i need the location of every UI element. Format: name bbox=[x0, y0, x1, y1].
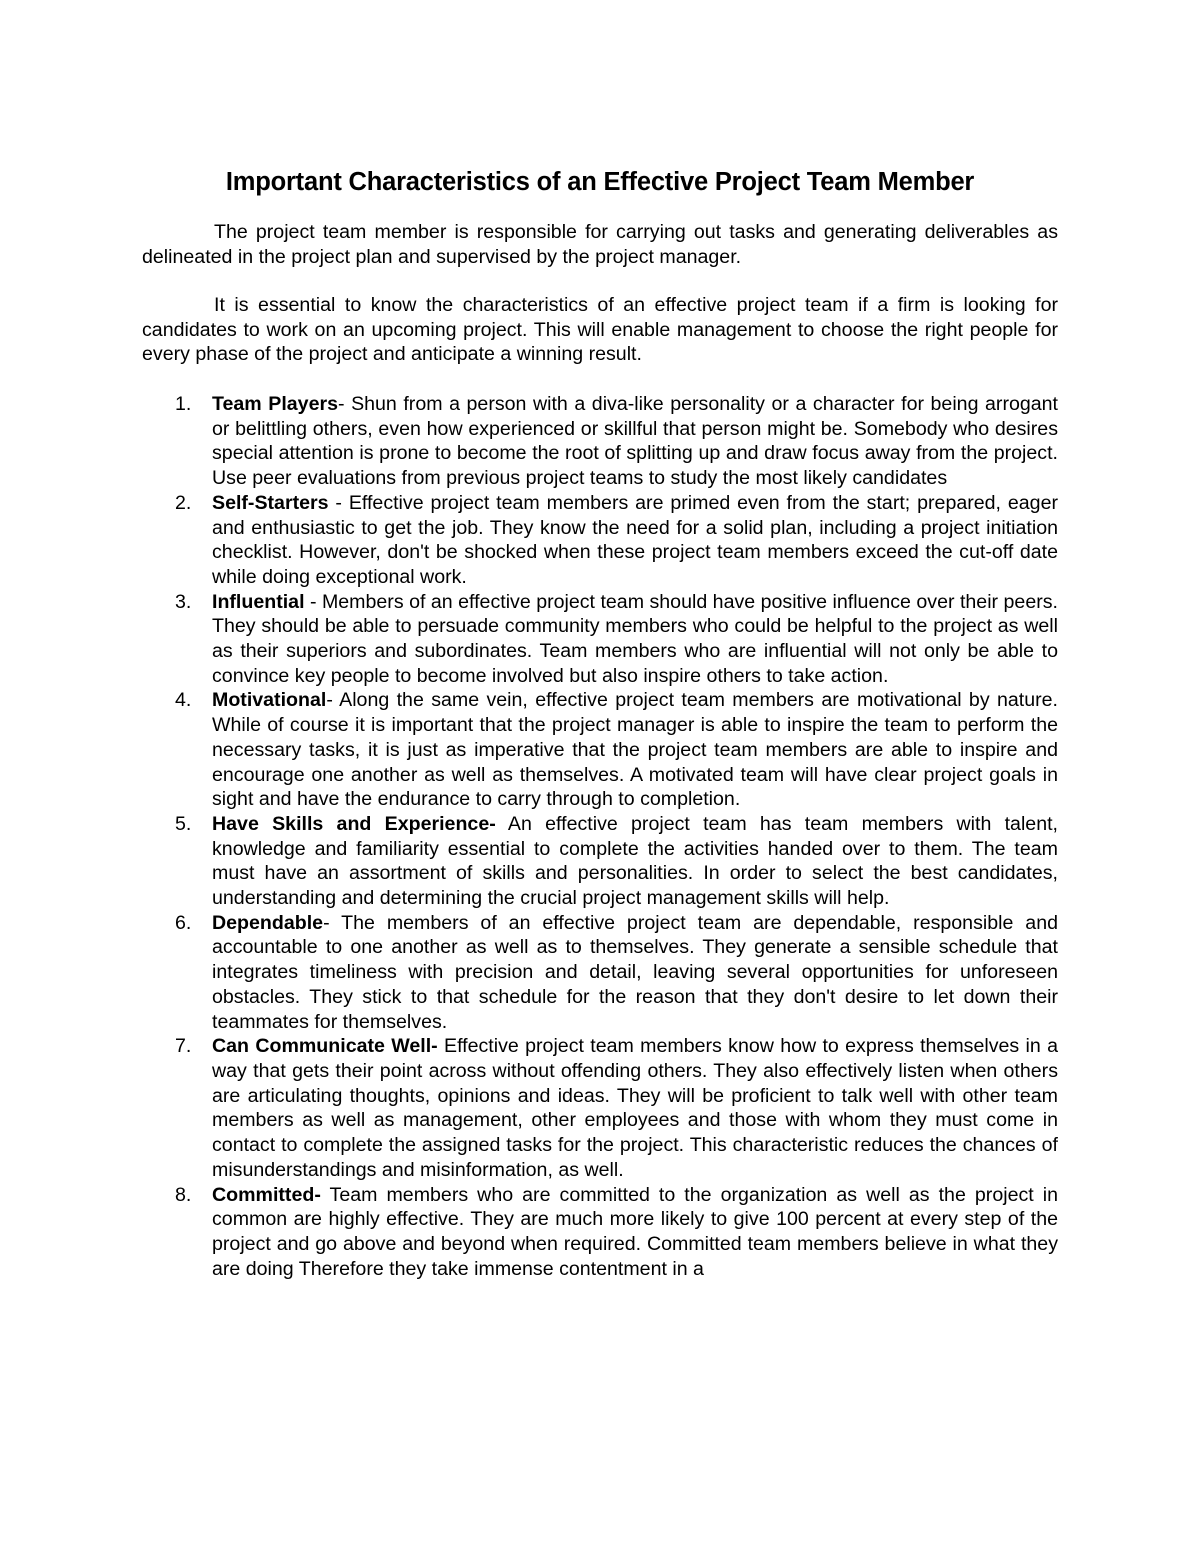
list-item-number: 2. bbox=[175, 491, 192, 514]
list-item bbox=[142, 392, 1058, 491]
list-item-number: 7. bbox=[175, 1035, 192, 1058]
list-item-term: Have Skills and Experience- bbox=[212, 812, 496, 835]
document-title: Important Characteristics of an Effective Project Team Member bbox=[225, 168, 975, 196]
list-item-term: Can Communicate Well- bbox=[212, 1035, 438, 1058]
list-item bbox=[142, 1034, 1058, 1182]
list-item-text: Team members who are committed to the organization as well as the project in common are highly effective. They are much more likely to give 100 percent at every step of the project and go above and beyond when required. Committed team members believe in what they are doing Therefore they take immense contentment in a bbox=[212, 1183, 1058, 1280]
list-item-term: Committed- bbox=[212, 1183, 321, 1206]
list-item-term: Dependable bbox=[212, 911, 324, 934]
list-item-text: - Along the same vein, effective project team members are motivational by nature. While of course it is important that the project manager is able to inspire the team to perform the necessary tasks, it is just as imperative that the project team members are able to inspire and encourage one another as well as themselves. A motivated team will have clear project goals in sight and have the endurance to carry through to completion. bbox=[212, 689, 1058, 811]
list-item bbox=[142, 1183, 1058, 1282]
list-item bbox=[142, 491, 1058, 590]
list-item-text: - Members of an effective project team should have positive influence over their peers. They should be able to persuade community members who could be helpful to the project as well as their superiors and subordinates. Team members who are influential will not only be able to convince key people to become involved but also inspire others to take action. bbox=[212, 590, 1058, 687]
list-item-number: 5. bbox=[175, 812, 192, 835]
list-item-number: 6. bbox=[175, 911, 192, 934]
list-item bbox=[142, 911, 1058, 1035]
list-item-number: 4. bbox=[175, 689, 192, 712]
list-item-term: Team Players bbox=[212, 393, 338, 415]
list-item-term: Self-Starters bbox=[212, 491, 329, 514]
context-paragraph: It is essential to know the characteristics of an effective project team if a firm is looking for candidates to work on an upcoming project. This will enable management to choose the right people for every phase of the project and anticipate a winning result. bbox=[142, 294, 1058, 366]
list-item-number: 1. bbox=[175, 393, 192, 415]
list-item bbox=[142, 688, 1058, 812]
list-item-text: - Effective project team members are primed even from the start; prepared, eager and enthusiastic to get the job. They know the need for a solid plan, including a project initiation checklist. However, don't be shocked when these project team members exceed the cut-off date while doing exceptional work. bbox=[212, 491, 1058, 588]
list-item-number: 8. bbox=[175, 1183, 192, 1206]
list-item-text: Effective project team members know how to express themselves in a way that gets their point across without offending others. They also effectively listen when others are articulating thoughts, opinions and ideas. They will be proficient to talk well with other team members as well as management, other employees and those with whom they must come in contact to complete the assigned tasks for the project. This characteristic reduces the chances of misunderstandings and misinformation, as well. bbox=[212, 1035, 1058, 1181]
list-item bbox=[142, 812, 1058, 911]
list-item-text: An effective project team has team members with talent, knowledge and familiarity essential to complete the activities handed over to them. The team must have an assortment of skills and personalities. In order to select the best candidates, understanding and determining the crucial project management skills will help. bbox=[212, 812, 1058, 910]
list-item-text: - Shun from a person with a diva-like personality or a character for being arrogant or belittling others, even how experienced or skillful that person might be. Somebody who desires special attention is prone to become the root of splitting up and draw focus away from the project. Use peer evaluations from previous project teams to study the most likely candidates bbox=[212, 393, 1058, 490]
list-item-number: 3. bbox=[175, 590, 192, 613]
list-item-term: Motivational bbox=[212, 689, 327, 712]
list-item bbox=[142, 590, 1058, 689]
intro-paragraph: The project team member is responsible for carrying out tasks and generating deliverables as delineated in the project plan and supervised by the project manager. bbox=[142, 221, 1058, 268]
characteristics-list bbox=[142, 392, 1058, 1281]
list-item-text: - The members of an effective project team are dependable, responsible and accountable to one another as well as to themselves. They generate a sensible schedule that integrates timeliness with precision and detail, leaving several opportunities for unforeseen obstacles. They stick to that schedule for the reason that they don't desire to let down their teammates for themselves. bbox=[212, 911, 1058, 1033]
list-item-term: Influential bbox=[212, 590, 305, 613]
